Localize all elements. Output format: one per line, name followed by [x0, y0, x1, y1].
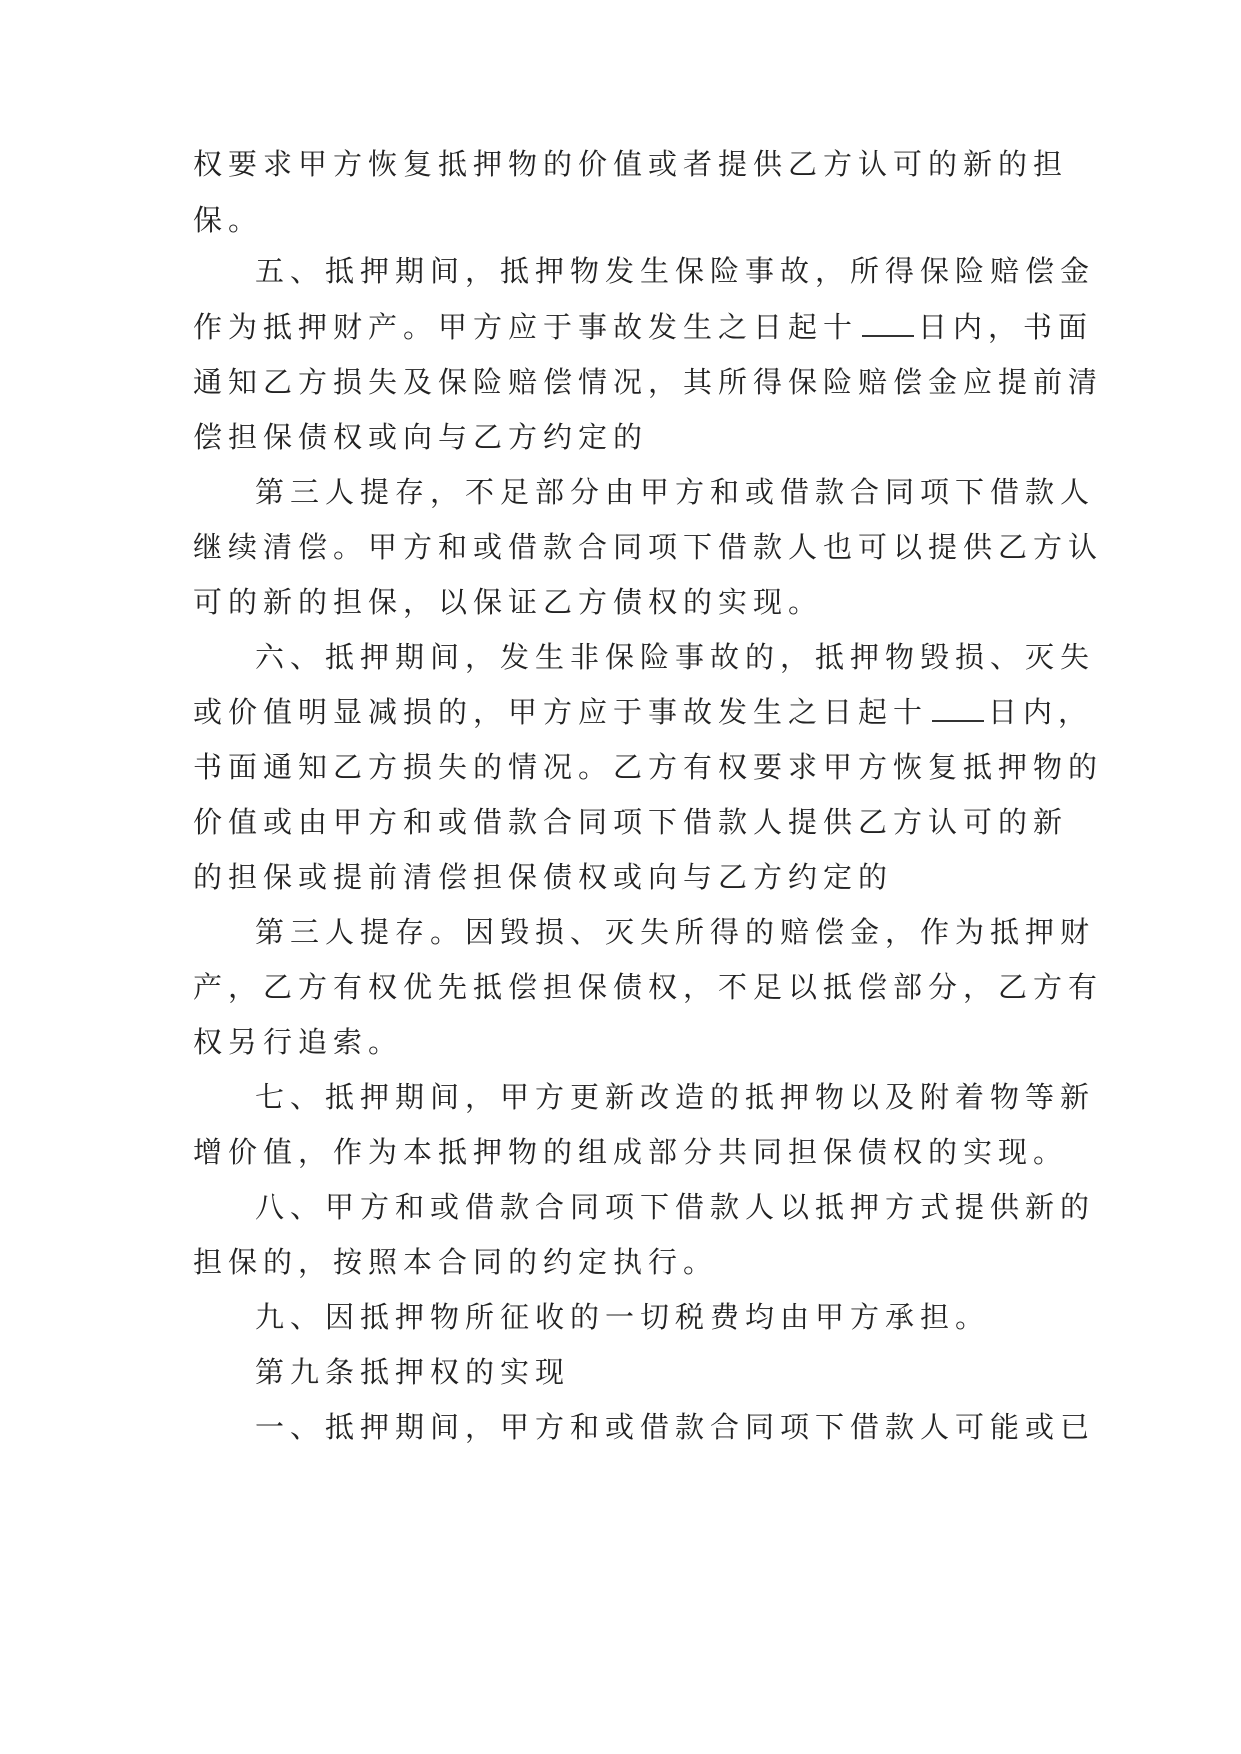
- section-heading: 第九条抵押权的实现: [255, 1355, 571, 1389]
- text-line: 权要求甲方恢复抵押物的价值或者提供乙方认可的新的担: [193, 147, 1069, 181]
- text-line: 增价值，作为本抵押物的组成部分共同担保债权的实现。: [193, 1135, 1069, 1169]
- text-line: 可的新的担保，以保证乙方债权的实现。: [193, 585, 824, 619]
- text-line: 偿担保债权或向与乙方约定的: [193, 420, 649, 454]
- text-line: 书面通知乙方损失的情况。乙方有权要求甲方恢复抵押物的: [193, 750, 1104, 784]
- text-line: 权另行追索。: [193, 1025, 404, 1059]
- text-line: 作为抵押财产。甲方应于事故发生之日起十 日内，书面: [193, 310, 1094, 344]
- text-line: 或价值明显减损的，甲方应于事故发生之日起十 日内，: [193, 695, 1094, 729]
- text-line: 担保的，按照本合同的约定执行。: [193, 1245, 719, 1279]
- text-line: 价值或由甲方和或借款合同项下借款人提供乙方认可的新: [193, 805, 1069, 839]
- fill-in-blank: [932, 696, 984, 722]
- text-line: 通知乙方损失及保险赔偿情况，其所得保险赔偿金应提前清: [193, 365, 1104, 399]
- text-line: 一、抵押期间，甲方和或借款合同项下借款人可能或已: [255, 1410, 1096, 1444]
- text-line: 的担保或提前清偿担保债权或向与乙方约定的: [193, 860, 894, 894]
- text-line: 八、甲方和或借款合同项下借款人以抵押方式提供新的: [255, 1190, 1096, 1224]
- text-line: 保。: [193, 203, 264, 237]
- text-line: 继续清偿。甲方和或借款合同项下借款人也可以提供乙方认: [193, 530, 1104, 564]
- text-line: 九、因抵押物所征收的一切税费均由甲方承担。: [255, 1300, 991, 1334]
- text-line: 产，乙方有权优先抵偿担保债权，不足以抵偿部分，乙方有: [193, 970, 1104, 1004]
- text-line: 第三人提存。因毁损、灭失所得的赔偿金，作为抵押财: [255, 915, 1096, 949]
- text-line: 第三人提存，不足部分由甲方和或借款合同项下借款人: [255, 475, 1096, 509]
- text-line: 五、抵押期间，抵押物发生保险事故，所得保险赔偿金: [255, 254, 1096, 288]
- text-line: 六、抵押期间，发生非保险事故的，抵押物毁损、灭失: [255, 640, 1096, 674]
- text-line: 七、抵押期间，甲方更新改造的抵押物以及附着物等新: [255, 1080, 1096, 1114]
- fill-in-blank: [862, 311, 914, 337]
